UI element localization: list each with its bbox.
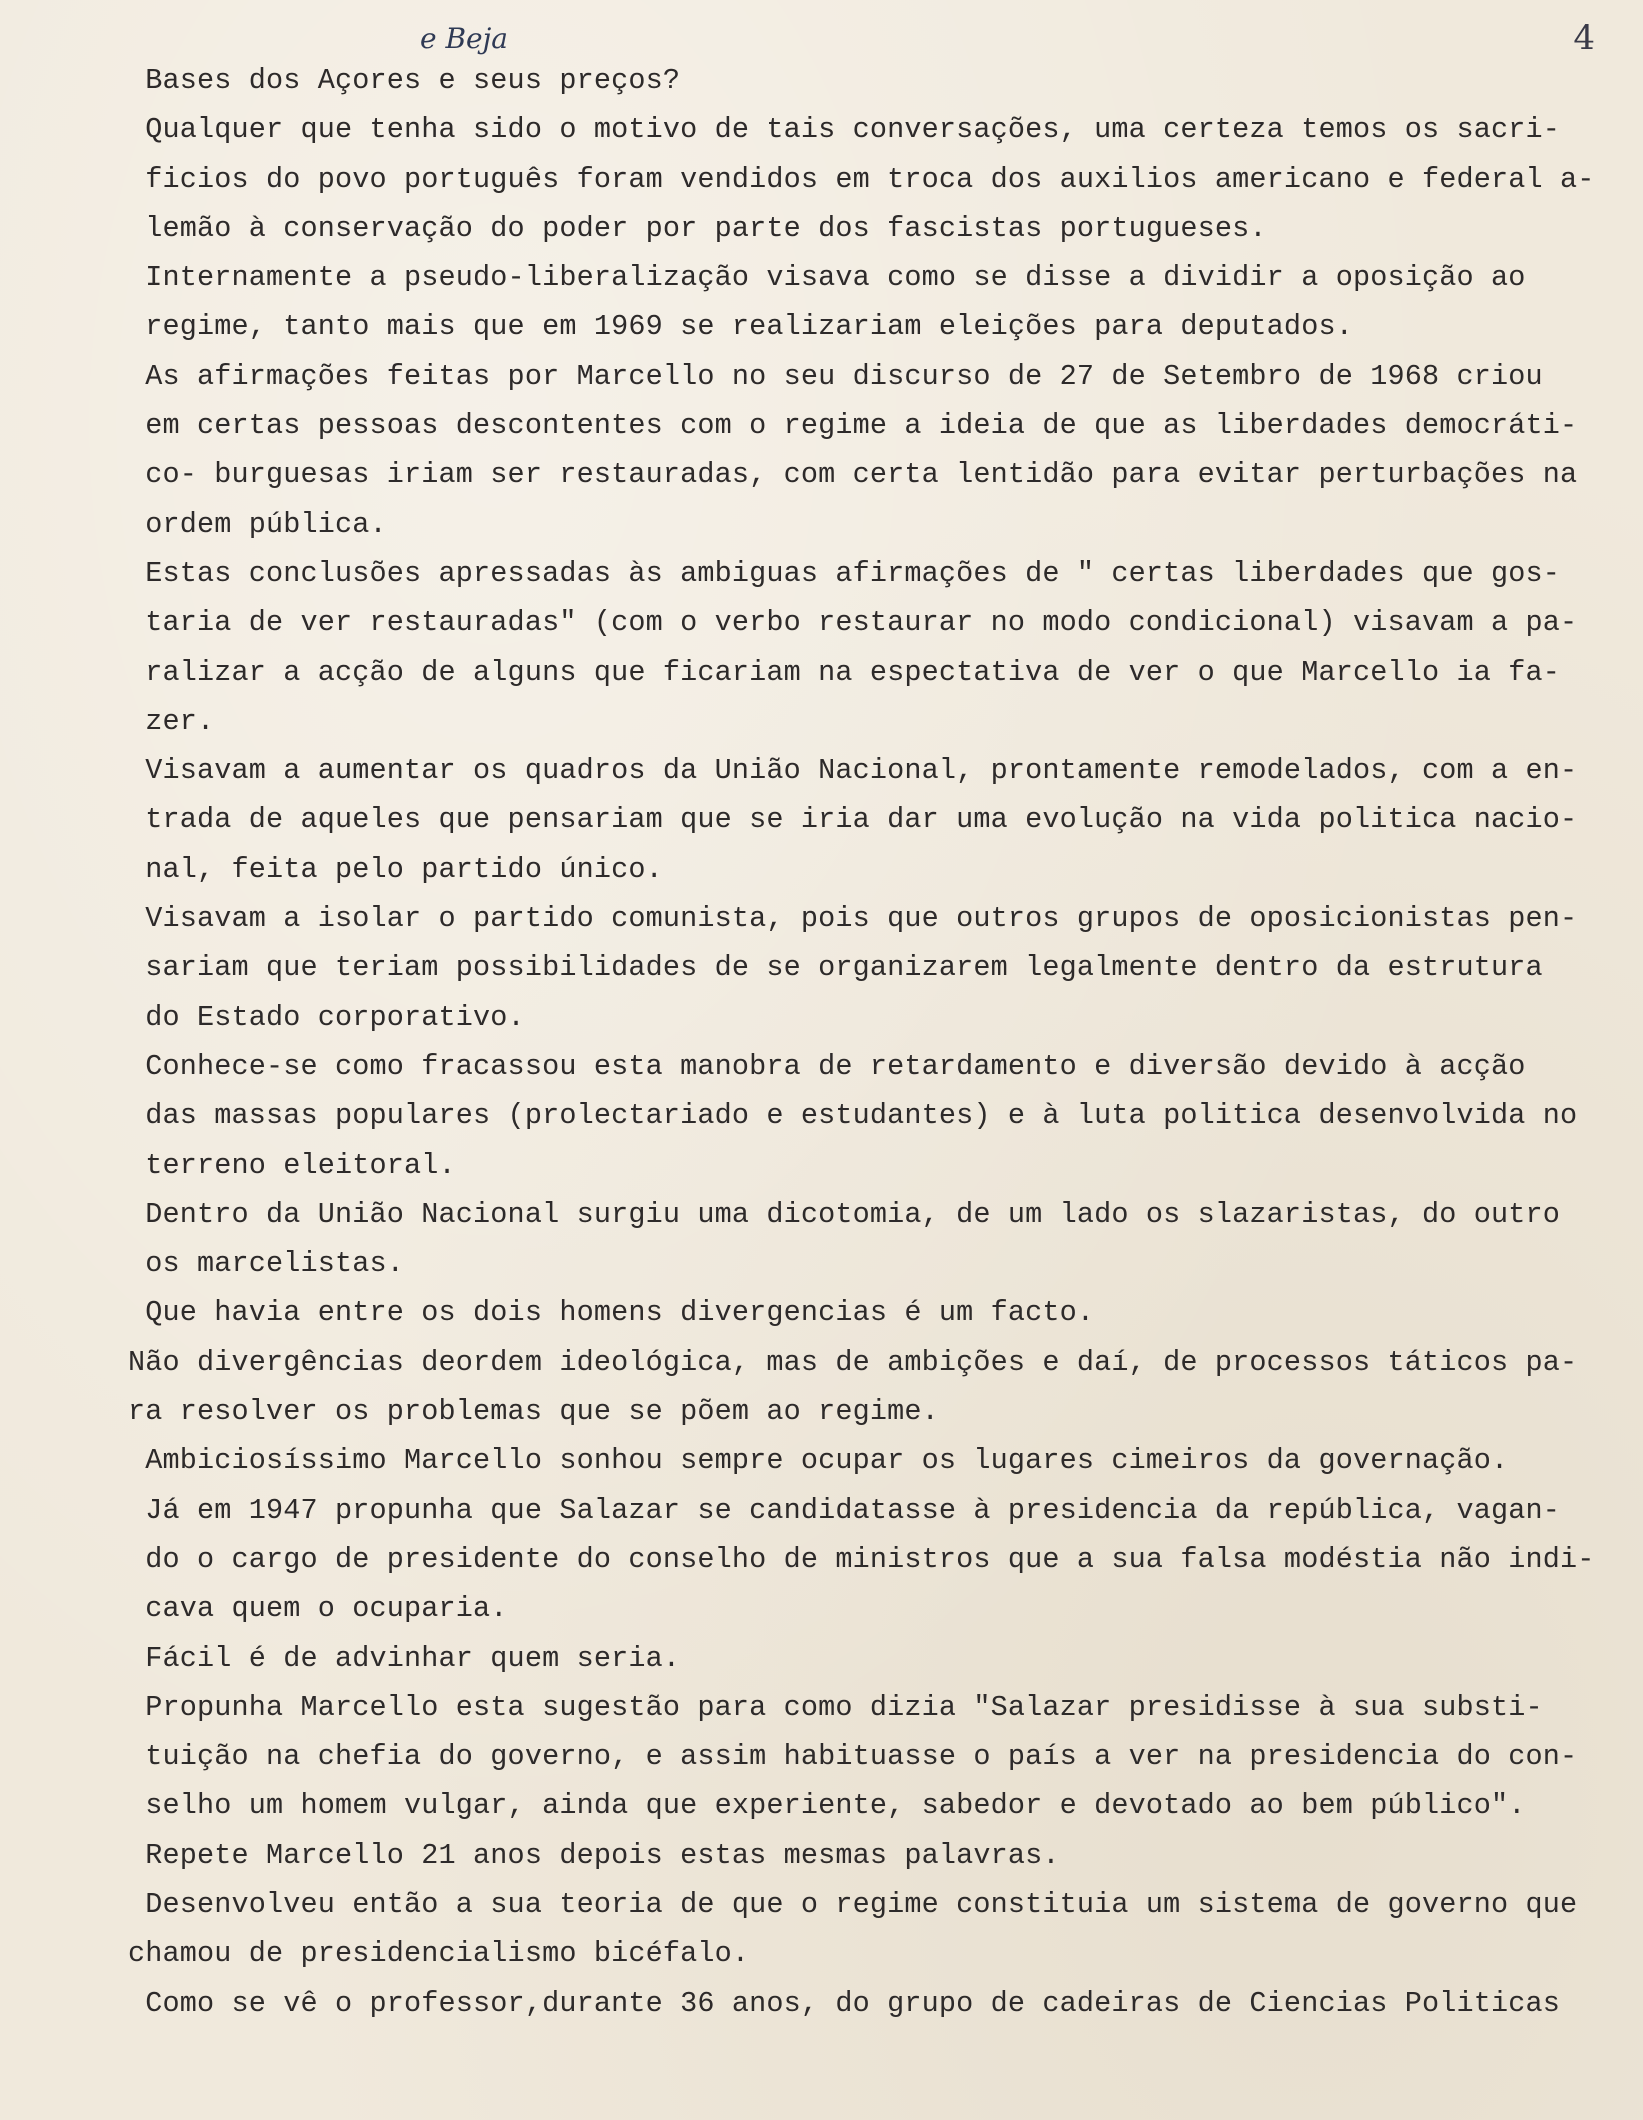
text-line: sariam que teriam possibilidades de se organizarem legalmente dentro da estrutura	[128, 951, 1543, 985]
text-line: zer.	[128, 704, 215, 738]
text-line: Estas conclusões apressadas às ambiguas afirmações de " certas liberdades que gos-	[128, 556, 1560, 590]
text-line: Dentro da União Nacional surgiu uma dicotomia, de um lado os slazaristas, do outro	[128, 1197, 1560, 1231]
text-line: em certas pessoas descontentes com o regime a ideia de que as liberdades democráti-	[128, 409, 1578, 443]
text-line: chamou de presidencialismo bicéfalo.	[128, 1937, 750, 1971]
text-line: lemão à conservação do poder por parte dos fascistas portugueses.	[128, 211, 1267, 245]
handwritten-insertion: e Beja	[420, 22, 508, 55]
text-line: selho um homem vulgar, ainda que experiente, sabedor e devotado ao bem público".	[128, 1789, 1526, 1823]
text-line: Bases dos Açores e seus preços?	[128, 64, 681, 97]
text-line: terreno eleitoral.	[128, 1148, 456, 1182]
text-line: das massas populares (prolectariado e estudantes) e à luta politica desenvolvida no	[128, 1099, 1578, 1133]
text-line: Que havia entre os dois homens divergencias é um facto.	[128, 1296, 1095, 1330]
text-line: ra resolver os problemas que se põem ao regime.	[128, 1395, 939, 1429]
text-line: cava quem o ocuparia.	[128, 1592, 508, 1626]
text-line: Já em 1947 propunha que Salazar se candidatasse à presidencia da república, vagan-	[128, 1493, 1560, 1527]
text-line: tuição na chefia do governo, e assim habituasse o país a ver na presidencia do con-	[128, 1740, 1578, 1774]
text-line: co- burguesas iriam ser restauradas, com certa lentidão para evitar perturbações na	[128, 458, 1578, 492]
text-line: Desenvolveu então a sua teoria de que o regime constituia um sistema de governo que	[128, 1887, 1578, 1921]
text-line: do Estado corporativo.	[128, 1000, 525, 1034]
text-line: trada de aqueles que pensariam que se iria dar uma evolução na vida politica nacio-	[128, 803, 1578, 837]
text-line: Como se vê o professor,durante 36 anos, do grupo de cadeiras de Ciencias Politicas	[128, 1986, 1560, 2020]
text-line: regime, tanto mais que em 1969 se realizariam eleições para deputados.	[128, 310, 1353, 344]
text-line: ficios do povo português foram vendidos em troca dos auxilios americano e federal a-	[128, 162, 1595, 196]
text-line: os marcelistas.	[128, 1247, 405, 1281]
text-line: Não divergências deordem ideológica, mas de ambições e daí, de processos táticos pa-	[128, 1345, 1578, 1379]
text-line: Conhece-se como fracassou esta manobra de retardamento e diversão devido à acção	[128, 1049, 1526, 1083]
text-line: Fácil é de advinhar quem seria.	[128, 1641, 681, 1675]
text-line: Visavam a isolar o partido comunista, pois que outros grupos de oposicionistas pen-	[128, 902, 1578, 936]
text-line: do o cargo de presidente do conselho de ministros que a sua falsa modéstia não indi-	[128, 1542, 1595, 1576]
page-number: 4	[1573, 18, 1595, 58]
text-line: Ambiciosíssimo Marcello sonhou sempre ocupar os lugares cimeiros da governação.	[128, 1444, 1509, 1478]
text-line: ralizar a acção de alguns que ficariam na espectativa de ver o que Marcello ia fa-	[128, 655, 1560, 689]
text-line: As afirmações feitas por Marcello no seu discurso de 27 de Setembro de 1968 criou	[128, 359, 1543, 393]
text-line: taria de ver restauradas" (com o verbo restaurar no modo condicional) visavam a pa-	[128, 606, 1578, 640]
text-line: nal, feita pelo partido único.	[128, 852, 663, 886]
text-line: ordem pública.	[128, 507, 387, 541]
text-line: Propunha Marcello esta sugestão para como dizia "Salazar presidisse à sua substi-	[128, 1690, 1543, 1724]
text-line: Qualquer que tenha sido o motivo de tais conversações, uma certeza temos os sacri-	[128, 113, 1560, 147]
typed-text-body	[128, 56, 1608, 2028]
text-line: Visavam a aumentar os quadros da União Nacional, prontamente remodelados, com a en-	[128, 754, 1578, 788]
text-line: Internamente a pseudo-liberalização visava como se disse a dividir a oposição ao	[128, 261, 1526, 295]
text-line: Repete Marcello 21 anos depois estas mesmas palavras.	[128, 1838, 1060, 1872]
